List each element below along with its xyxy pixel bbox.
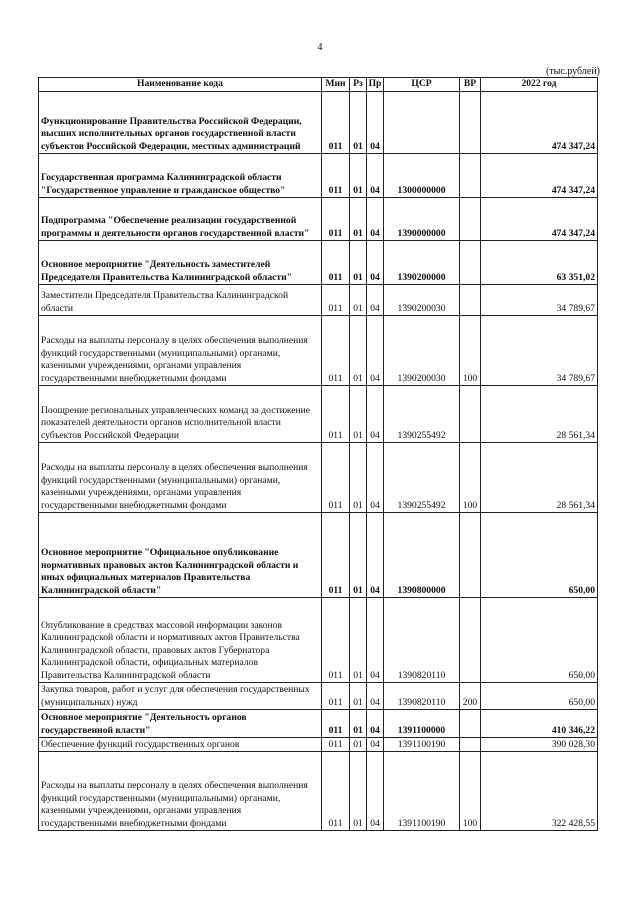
cell-csr: 1390200000 (384, 241, 460, 285)
cell-pr: 04 (367, 513, 384, 598)
cell-min: 011 (322, 198, 350, 241)
cell-name: Функционирование Правительства Российской Федерации, высших исполнительных органов государственной власти субъектов Российской Федерации, местных администраций (39, 92, 322, 154)
cell-rz: 01 (350, 92, 367, 154)
cell-min: 011 (322, 683, 350, 710)
cell-amount: 410 346,22 (481, 710, 598, 738)
cell-min: 011 (322, 710, 350, 738)
header-vr: ВР (460, 78, 481, 92)
cell-min: 011 (322, 386, 350, 443)
cell-name: Расходы на выплаты персоналу в целях обеспечения выполнения функций государственными (муниципальными) органами, казенными учреждениями, органами управления государственными внебюджетными фондами (39, 752, 322, 831)
table-row (39, 683, 598, 710)
cell-name: Основное мероприятие "Официальное опубликование нормативных правовых актов Калининградской области и иных официальных материалов Правительства Калининградской области" (39, 513, 322, 598)
table-row (39, 386, 598, 443)
cell-vr (460, 285, 481, 316)
cell-vr (460, 241, 481, 285)
cell-min: 011 (322, 738, 350, 752)
cell-amount: 474 347,24 (481, 92, 598, 154)
table-row (39, 738, 598, 752)
page-number: 4 (317, 42, 323, 53)
table-row (39, 752, 598, 831)
cell-vr (460, 386, 481, 443)
cell-vr (460, 738, 481, 752)
cell-name: Заместители Председателя Правительства Калининградской области (39, 285, 322, 316)
cell-pr: 04 (367, 241, 384, 285)
cell-csr (384, 92, 460, 154)
cell-amount: 63 351,02 (481, 241, 598, 285)
cell-csr: 1390820110 (384, 598, 460, 683)
cell-csr: 1300000000 (384, 154, 460, 198)
table-row (39, 443, 598, 513)
table-row (39, 154, 598, 198)
cell-pr: 04 (367, 154, 384, 198)
cell-amount: 650,00 (481, 683, 598, 710)
cell-name: Опубликование в средствах массовой информации законов Калининградской области и нормативных актов Правительства Калининградской области, правовых актов Губернатора Калининградской области, официальных материалов Правительства Калининградской области (39, 598, 322, 683)
cell-vr (460, 92, 481, 154)
table-header-row (39, 78, 598, 92)
cell-pr: 04 (367, 92, 384, 154)
cell-vr: 100 (460, 316, 481, 386)
cell-name: Основное мероприятие "Деятельность органов государственной власти" (39, 710, 322, 738)
table-row (39, 241, 598, 285)
cell-name: Подпрограмма "Обеспечение реализации государственной программы и деятельности органов государственной власти" (39, 198, 322, 241)
cell-pr: 04 (367, 598, 384, 683)
cell-amount: 390 028,30 (481, 738, 598, 752)
cell-rz: 01 (350, 316, 367, 386)
cell-vr: 200 (460, 683, 481, 710)
cell-min: 011 (322, 513, 350, 598)
cell-csr: 1390255492 (384, 443, 460, 513)
header-pr: Пр (367, 78, 384, 92)
cell-amount: 28 561,34 (481, 443, 598, 513)
cell-amount: 322 428,55 (481, 752, 598, 831)
header-name: Наименование кода (39, 78, 322, 92)
table-row (39, 710, 598, 738)
cell-pr: 04 (367, 316, 384, 386)
cell-name: Расходы на выплаты персоналу в целях обеспечения выполнения функций государственными (муниципальными) органами, казенными учреждениями, органами управления государственными внебюджетными фондами (39, 316, 322, 386)
cell-vr (460, 154, 481, 198)
cell-min: 011 (322, 752, 350, 831)
cell-pr: 04 (367, 285, 384, 316)
cell-rz: 01 (350, 598, 367, 683)
cell-rz: 01 (350, 154, 367, 198)
cell-amount: 28 561,34 (481, 386, 598, 443)
cell-rz: 01 (350, 386, 367, 443)
cell-name: Государственная программа Калининградской области "Государственное управление и гражданское общество" (39, 154, 322, 198)
cell-min: 011 (322, 285, 350, 316)
cell-csr: 1390200030 (384, 285, 460, 316)
cell-name: Обеспечение функций государственных органов (39, 738, 322, 752)
cell-amount: 650,00 (481, 598, 598, 683)
cell-min: 011 (322, 443, 350, 513)
cell-rz: 01 (350, 683, 367, 710)
cell-rz: 01 (350, 513, 367, 598)
budget-table (38, 77, 598, 831)
cell-amount: 474 347,24 (481, 198, 598, 241)
cell-pr: 04 (367, 443, 384, 513)
cell-csr: 1391100190 (384, 752, 460, 831)
cell-csr: 1390000000 (384, 198, 460, 241)
cell-pr: 04 (367, 683, 384, 710)
cell-pr: 04 (367, 386, 384, 443)
header-year: 2022 год (481, 78, 598, 92)
cell-csr: 1390820110 (384, 683, 460, 710)
cell-csr: 1391100190 (384, 738, 460, 752)
cell-vr: 100 (460, 443, 481, 513)
cell-name: Закупка товаров, работ и услуг для обеспечения государственных (муниципальных) нужд (39, 683, 322, 710)
units-label: (тыс.рублей) (545, 66, 600, 77)
cell-csr: 1390255492 (384, 386, 460, 443)
cell-csr: 1390200030 (384, 316, 460, 386)
table-row (39, 285, 598, 316)
cell-pr: 04 (367, 198, 384, 241)
table-row (39, 198, 598, 241)
cell-min: 011 (322, 316, 350, 386)
header-min: Мин (322, 78, 350, 92)
cell-csr: 1390800000 (384, 513, 460, 598)
cell-amount: 34 789,67 (481, 285, 598, 316)
cell-pr: 04 (367, 738, 384, 752)
cell-vr (460, 513, 481, 598)
cell-name: Поощрение региональных управленческих команд за достижение показателей деятельности органов исполнительной власти субъектов Российской Федерации (39, 386, 322, 443)
cell-name: Основное мероприятие "Деятельность заместителей Председателя Правительства Калининградской области" (39, 241, 322, 285)
cell-rz: 01 (350, 198, 367, 241)
cell-vr (460, 198, 481, 241)
cell-rz: 01 (350, 710, 367, 738)
cell-amount: 650,00 (481, 513, 598, 598)
cell-min: 011 (322, 598, 350, 683)
cell-vr (460, 598, 481, 683)
cell-amount: 34 789,67 (481, 316, 598, 386)
cell-pr: 04 (367, 710, 384, 738)
cell-rz: 01 (350, 241, 367, 285)
table-row (39, 513, 598, 598)
cell-rz: 01 (350, 443, 367, 513)
cell-name: Расходы на выплаты персоналу в целях обеспечения выполнения функций государственными (муниципальными) органами, казенными учреждениями, органами управления государственными внебюджетными фондами (39, 443, 322, 513)
cell-min: 011 (322, 154, 350, 198)
cell-pr: 04 (367, 752, 384, 831)
header-csr: ЦСР (384, 78, 460, 92)
header-rz: Рз (350, 78, 367, 92)
cell-vr: 100 (460, 752, 481, 831)
cell-vr (460, 710, 481, 738)
cell-rz: 01 (350, 285, 367, 316)
table-row (39, 316, 598, 386)
table-row (39, 598, 598, 683)
cell-csr: 1391100000 (384, 710, 460, 738)
cell-rz: 01 (350, 738, 367, 752)
cell-rz: 01 (350, 752, 367, 831)
cell-min: 011 (322, 92, 350, 154)
cell-amount: 474 347,24 (481, 154, 598, 198)
cell-min: 011 (322, 241, 350, 285)
table-row (39, 92, 598, 154)
